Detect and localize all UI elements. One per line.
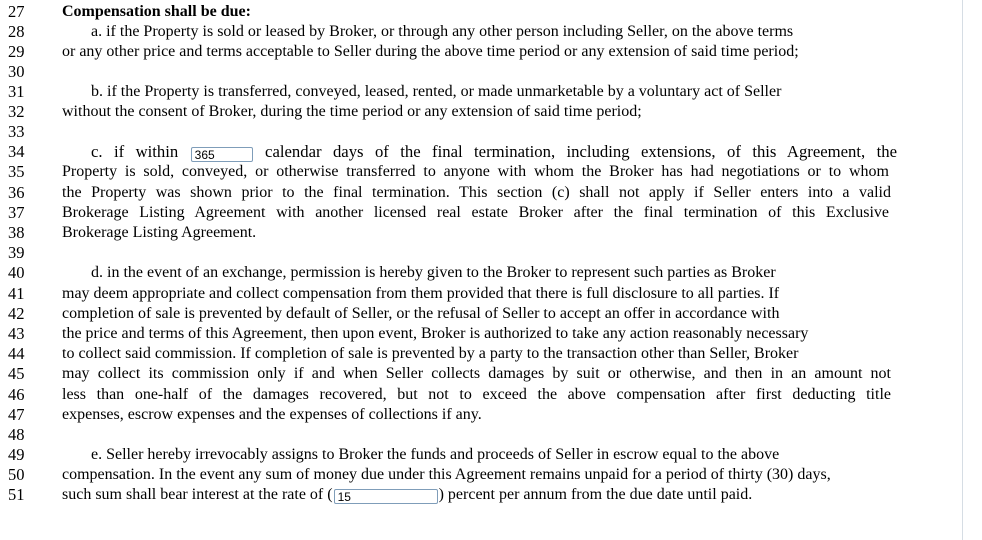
para-c-text: c. if within <box>91 142 179 161</box>
line-number: 41 <box>8 284 25 303</box>
para-e-text: ) percent per annum from the due date until paid. <box>438 486 753 503</box>
line-number: 44 <box>8 344 25 363</box>
line-number: 48 <box>8 425 25 444</box>
line-number: 27 <box>8 2 25 21</box>
para-c-line: the Property was shown prior to the final termination. This section (c) shall not apply if Seller enters into a valid <box>62 184 891 201</box>
para-c-line: Brokerage Listing Agreement with another licensed real estate Broker after the final termination of this Exclusive <box>62 204 889 221</box>
line-number: 45 <box>8 364 25 383</box>
line-number: 29 <box>8 42 25 61</box>
para-a-line: or any other price and terms acceptable to Seller during the above time period or any extension of said time period; <box>62 43 799 60</box>
para-c-line: Property is sold, conveyed, or otherwise transferred to anyone with whom the Broker has had negotiations or to whom <box>62 163 889 180</box>
line-number: 30 <box>8 62 25 81</box>
line-number: 50 <box>8 465 25 484</box>
line-number: 33 <box>8 122 25 141</box>
para-c-text: calendar days of the final termination, including extensions, of this Agreement, the <box>265 142 898 161</box>
para-b-line: b. if the Property is transferred, conveyed, leased, rented, or made unmarketable by a voluntary act of Seller <box>91 83 782 100</box>
para-d-line: the price and terms of this Agreement, then upon event, Broker is authorized to take any action reasonably necessary <box>62 325 809 342</box>
para-d-line: may deem appropriate and collect compensation from them provided that there is full disclosure to all parties. If <box>62 285 780 302</box>
line-number: 28 <box>8 22 25 41</box>
interest-rate-input-field[interactable]: 15 <box>334 489 438 504</box>
para-d-line: to collect said commission. If completion of sale is prevented by a party to the transaction other than Seller, Broker <box>62 345 799 362</box>
days-input-field[interactable]: 365 <box>191 147 253 162</box>
line-number: 37 <box>8 203 25 222</box>
line-number: 32 <box>8 102 25 121</box>
para-d-line: expenses, escrow expenses and the expenses of collections if any. <box>62 406 482 423</box>
para-c-line: Brokerage Listing Agreement. <box>62 224 257 241</box>
line-number: 47 <box>8 405 25 424</box>
para-a-line: a. if the Property is sold or leased by Broker, or through any other person including Seller, on the above terms <box>91 23 794 40</box>
line-number: 43 <box>8 324 25 343</box>
para-d-line: may collect its commission only if and when Seller collects damages by suit or otherwise, and then in an amount not <box>62 365 891 382</box>
line-number: 49 <box>8 445 25 464</box>
para-e-line <box>62 485 892 505</box>
line-number: 46 <box>8 385 25 404</box>
para-d-line: d. in the event of an exchange, permission is hereby given to the Broker to represent such parties as Broker <box>91 264 776 281</box>
line-number: 31 <box>8 82 25 101</box>
line-number: 51 <box>8 485 25 504</box>
line-number: 40 <box>8 263 25 282</box>
line-number: 39 <box>8 243 25 262</box>
para-e-line: e. Seller hereby irrevocably assigns to Broker the funds and proceeds of Seller in escrow equal to the above <box>91 446 780 463</box>
para-b-line: without the consent of Broker, during the time period or any extension of said time period; <box>62 103 642 120</box>
line-number: 36 <box>8 183 25 202</box>
page-edge-line <box>962 0 963 540</box>
line-number: 42 <box>8 304 25 323</box>
line-number: 38 <box>8 223 25 242</box>
para-d-line: less than one-half of the damages recovered, but not to exceed the above compensation after first deducting title <box>62 386 891 403</box>
para-e-line: compensation. In the event any sum of money due under this Agreement remains unpaid for a period of thirty (30) days, <box>62 466 831 483</box>
section-heading: Compensation shall be due: <box>62 3 251 20</box>
line-number: 34 <box>8 142 25 161</box>
para-c-line <box>62 142 897 162</box>
line-number: 35 <box>8 162 25 181</box>
para-d-line: completion of sale is prevented by default of Seller, or the refusal of Seller to accept an offer in accordance with <box>62 305 780 322</box>
para-e-text: such sum shall bear interest at the rate of ( <box>62 486 333 503</box>
